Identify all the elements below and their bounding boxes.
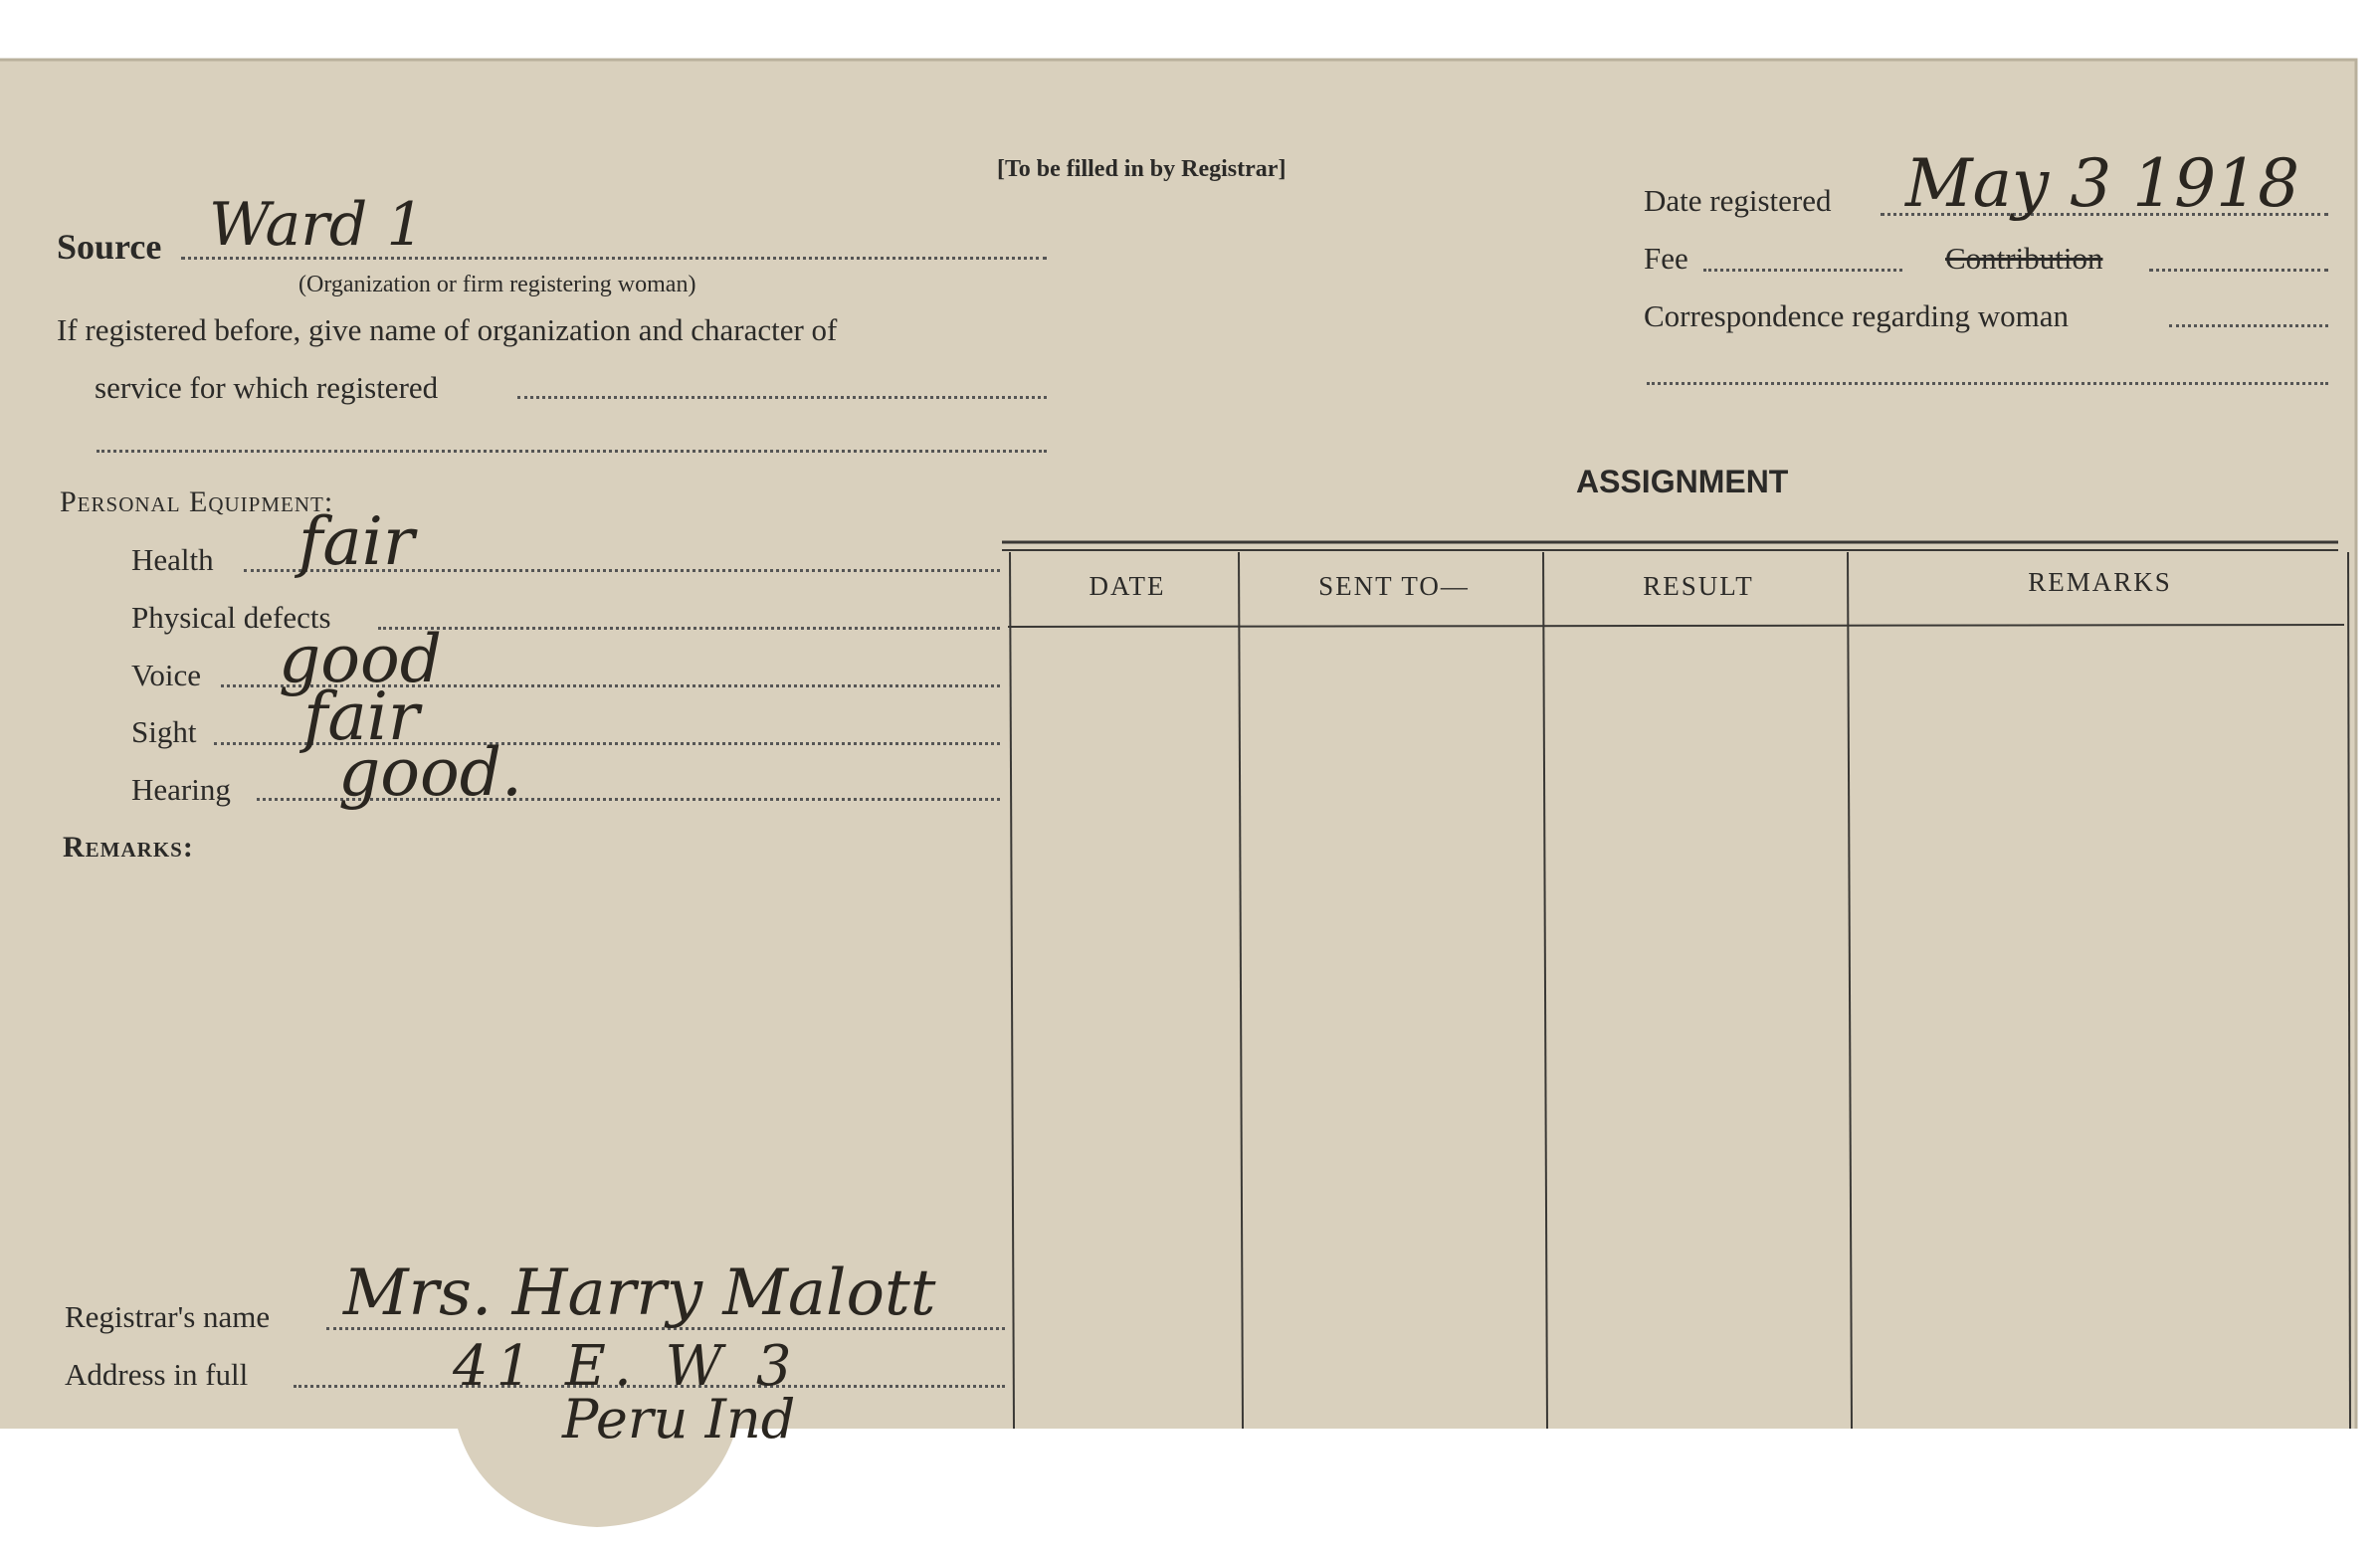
- registrar-name-value: Mrs. Harry Malott: [343, 1256, 936, 1330]
- registrar-name-label: Registrar's name: [65, 1299, 271, 1334]
- column-date: DATE: [1089, 571, 1166, 601]
- physical-defects-leader: [378, 627, 1000, 630]
- date-registered-label: Date registered: [1644, 183, 1832, 218]
- source-label: Source: [57, 227, 162, 267]
- registrar-note: [To be filled in by Registrar]: [997, 156, 1287, 182]
- sight-value: fair: [303, 678, 420, 755]
- health-label: Health: [131, 542, 214, 577]
- hearing-label: Hearing: [131, 772, 231, 807]
- address-label: Address in full: [65, 1357, 249, 1392]
- voice-value: good: [279, 621, 442, 697]
- source-caption: (Organization or firm registering woman): [298, 272, 696, 297]
- health-value: fair: [298, 503, 415, 580]
- contribution-label: Contribution: [1945, 241, 2103, 276]
- personal-equipment-title: Personal Equipment:: [60, 485, 334, 518]
- sight-label: Sight: [131, 714, 197, 749]
- date-registered-value: May 3 1918: [1905, 145, 2300, 222]
- correspondence-leader: [2169, 324, 2328, 327]
- address-value-1: 41 E. W 3: [453, 1334, 800, 1399]
- column-remarks: REMARKS: [2028, 567, 2172, 597]
- column-result: RESULT: [1643, 571, 1754, 601]
- remarks-label: Remarks:: [63, 831, 194, 864]
- registered-before-line1: If registered before, give name of organization and character of: [57, 312, 838, 347]
- registered-before-leader-1: [517, 396, 1047, 399]
- source-value: Ward 1: [209, 190, 425, 260]
- assignment-title: ASSIGNMENT: [1576, 464, 1789, 499]
- column-sent-to: SENT TO—: [1318, 571, 1470, 601]
- contribution-leader: [2149, 269, 2328, 272]
- fee-leader: [1703, 269, 1902, 272]
- registered-before-line2: service for which registered: [95, 370, 439, 405]
- physical-defects-label: Physical defects: [131, 600, 331, 635]
- fee-label: Fee: [1644, 241, 1688, 276]
- voice-label: Voice: [131, 658, 202, 692]
- correspondence-leader-2: [1647, 382, 2328, 385]
- registered-before-leader-2: [97, 450, 1047, 453]
- correspondence-label: Correspondence regarding woman: [1644, 298, 2069, 333]
- hearing-value: good.: [338, 734, 522, 811]
- address-value-2: Peru Ind: [562, 1388, 796, 1450]
